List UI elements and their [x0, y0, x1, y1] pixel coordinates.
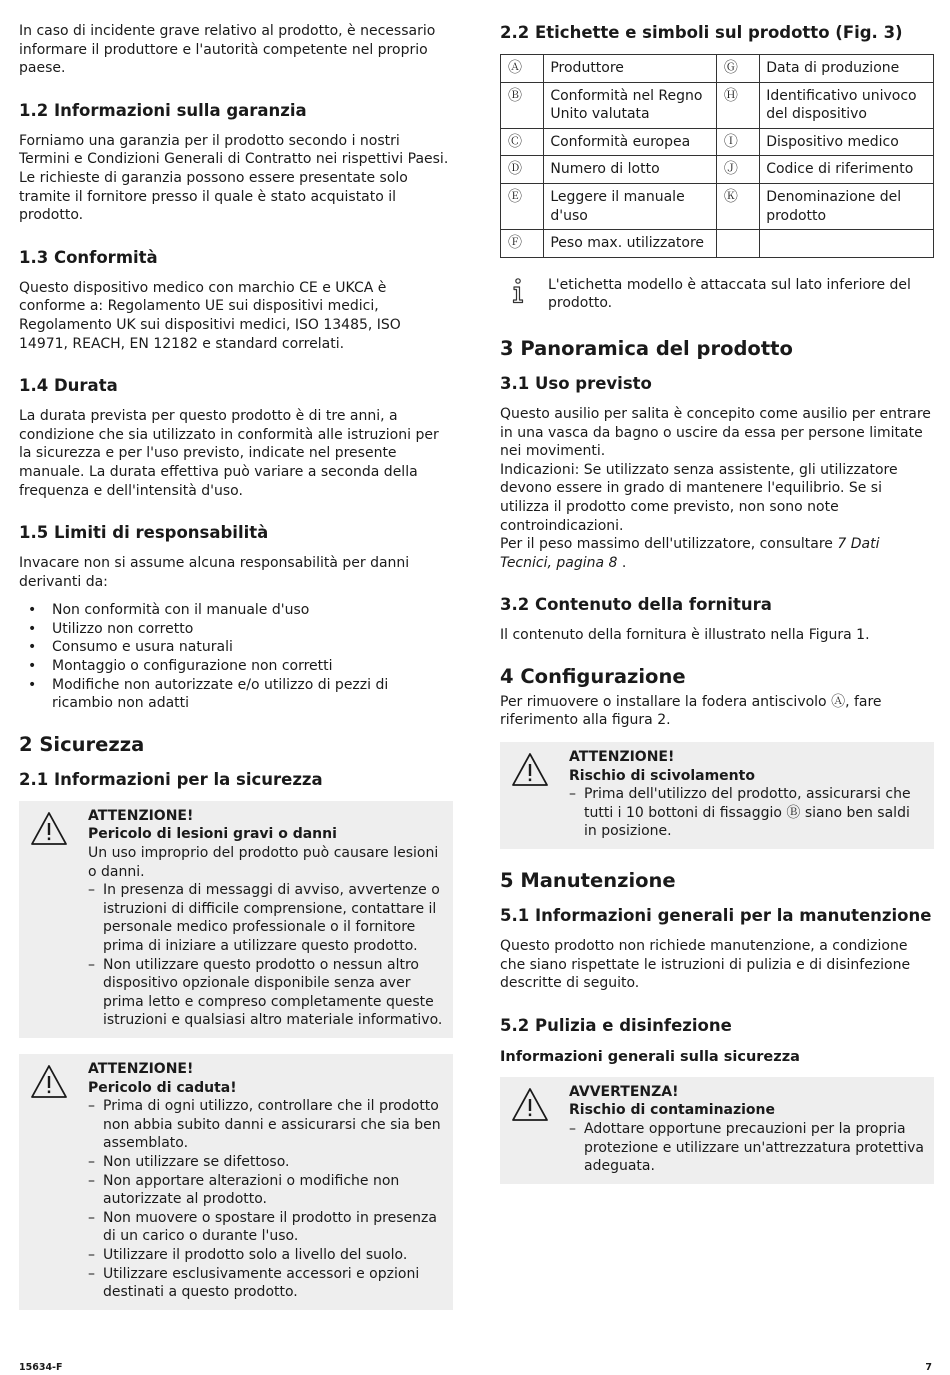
- symbol-meaning: Conformità nel Regno Unito valutata: [544, 82, 717, 128]
- warning-label: ATTENZIONE!: [88, 807, 194, 824]
- liability-paragraph: Invacare non si assume alcuna responsabilità per danni derivanti da:: [19, 555, 410, 590]
- list-item: – Non apportare alterazioni o modifiche non autorizzate al prodotto.: [88, 1172, 445, 1209]
- symbol-meaning: Denominazione del prodotto: [760, 183, 934, 229]
- list-item: – In presenza di messaggi di avviso, avvertenze o istruzioni di difficile comprensione, contattare il personale medico professionale o il fornitore prima di iniziare a utilizzare questo prodotto.: [88, 881, 445, 955]
- warning-list: [88, 881, 445, 1030]
- warning-triangle-icon: [511, 1087, 549, 1123]
- maintenance-paragraph: Questo prodotto non richiede manutenzione, a condizione che siano rispettate le istruzioni di pulizia e di disinfezione descritte di seguito.: [500, 938, 911, 992]
- max-weight-paragraph: [500, 535, 934, 572]
- symbol-meaning: Produttore: [544, 55, 717, 83]
- warning-triangle-icon: [30, 1064, 68, 1100]
- table-row: [501, 128, 934, 156]
- symbol-meaning: [760, 230, 934, 258]
- indications-paragraph: Indicazioni: Se utilizzato senza assistente, gli utilizzatore devono essere in grado di mantenere l'equilibrio. Se si utilizza il prodotto come previsto, non sono note controindicazioni.: [500, 461, 898, 534]
- list-item: – Prima dell'utilizzo del prodotto, assicurarsi che tutti i 10 bottoni di fissaggio Ⓑ siano ben saldi in posizione.: [569, 785, 926, 841]
- symbol-key: Ⓙ: [716, 156, 759, 184]
- heading-3-2: 3.2 Contenuto della fornitura: [500, 595, 772, 615]
- symbol-key: Ⓔ: [501, 183, 544, 229]
- heading-1-2: 1.2 Informazioni sulla garanzia: [19, 100, 307, 120]
- heading-5: 5 Manutenzione: [500, 869, 676, 893]
- symbol-meaning: Leggere il manuale d'uso: [544, 183, 717, 229]
- symbol-meaning: Data di produzione: [760, 55, 934, 83]
- list-item: – Adottare opportune precauzioni per la propria protezione e utilizzare un'attrezzatura protettiva adeguata.: [569, 1120, 926, 1176]
- duration-paragraph: La durata prevista per questo prodotto è di tre anni, a condizione che sia utilizzato in conformità alle istruzioni per la sicurezza e per l'uso previsto, indicate nel presente manuale. La durata effettiva può variare a seconda della frequenza e dell'intensità d'uso.: [19, 408, 439, 499]
- heading-1-3: 1.3 Conformità: [19, 247, 158, 267]
- heading-1-4: 1.4 Durata: [19, 376, 118, 396]
- symbol-key: Ⓒ: [501, 128, 544, 156]
- symbol-meaning: Dispositivo medico: [760, 128, 934, 156]
- max-weight-text: Per il peso massimo dell'utilizzatore, consultare: [500, 536, 838, 553]
- list-item: • Consumo e usura naturali: [19, 638, 453, 657]
- footer-page-number: 7: [925, 1362, 932, 1373]
- list-item: – Prima di ogni utilizzo, controllare che il prodotto non abbia subito danni e assicurarsi che sia ben assemblato.: [88, 1097, 445, 1153]
- symbol-meaning: Codice di riferimento: [760, 156, 934, 184]
- left-column: [19, 22, 453, 1310]
- symbols-table: [500, 54, 934, 258]
- warning-label: ATTENZIONE!: [88, 1060, 194, 1077]
- symbol-key: [716, 230, 759, 258]
- heading-3: 3 Panoramica del prodotto: [500, 336, 793, 360]
- heading-2: 2 Sicurezza: [19, 732, 145, 756]
- heading-5-2: 5.2 Pulizia e disinfezione: [500, 1015, 732, 1035]
- warning-label: AVVERTENZA!: [569, 1083, 679, 1100]
- symbol-meaning: Identificativo univoco del dispositivo: [760, 82, 934, 128]
- info-note: [500, 276, 934, 313]
- warning-heading: Pericolo di lesioni gravi o danni: [88, 826, 337, 843]
- warning-text: Un uso improprio del prodotto può causare lesioni o danni.: [88, 845, 439, 880]
- list-item: – Non muovere o spostare il prodotto in presenza di un carico o durante l'uso.: [88, 1209, 445, 1246]
- warning-heading: Rischio di contaminazione: [569, 1102, 776, 1119]
- heading-2-1: 2.1 Informazioni per la sicurezza: [19, 769, 323, 789]
- technical-data-link[interactable]: 7 Dati Tecnici, pagina 8: [500, 536, 880, 571]
- table-row: [501, 230, 934, 258]
- symbol-key: Ⓕ: [501, 230, 544, 258]
- table-row: [501, 183, 934, 229]
- heading-1-5: 1.5 Limiti di responsabilità: [19, 523, 269, 543]
- symbol-meaning: Peso max. utilizzatore: [544, 230, 717, 258]
- warning-list: [569, 785, 926, 841]
- symbol-meaning: Conformità europea: [544, 128, 717, 156]
- symbol-key: Ⓗ: [716, 82, 759, 128]
- note-text: L'etichetta modello è attaccata sul lato inferiore del prodotto.: [548, 276, 911, 312]
- symbol-key: Ⓚ: [716, 183, 759, 229]
- list-item: – Non utilizzare se difettoso.: [88, 1153, 445, 1172]
- warning-box-fall: [19, 1054, 453, 1310]
- conformity-paragraph: Questo dispositivo medico con marchio CE e UKCA è conforme a: Regolamento UE sui dispositivi medici, Regolamento UK sui dispositivi medici, ISO 13485, ISO 14971, REACH, EN 12182 e standard correlati.: [19, 279, 401, 352]
- heading-4: 4 Configurazione: [500, 664, 686, 688]
- list-item: • Montaggio o configurazione non corretti: [19, 657, 453, 676]
- symbol-key: Ⓐ: [501, 55, 544, 83]
- symbol-key: Ⓘ: [716, 128, 759, 156]
- list-item: – Utilizzare il prodotto solo a livello del suolo.: [88, 1246, 445, 1265]
- symbol-key: Ⓖ: [716, 55, 759, 83]
- warning-box-contamination: [500, 1077, 934, 1184]
- info-icon: [510, 278, 526, 304]
- max-weight-end: .: [617, 554, 627, 571]
- intro-paragraph: In caso di incidente grave relativo al prodotto, è necessario informare il produttore e l'autorità competente nel proprio paese.: [19, 23, 436, 77]
- warning-heading: Pericolo di caduta!: [88, 1079, 237, 1096]
- heading-2-2: 2.2 Etichette e simboli sul prodotto (Fig. 3): [500, 23, 903, 42]
- warning-list: [569, 1120, 926, 1176]
- list-item: • Utilizzo non corretto: [19, 620, 453, 639]
- heading-5-1: 5.1 Informazioni generali per la manutenzione: [500, 906, 932, 926]
- symbol-key: Ⓓ: [501, 156, 544, 184]
- warning-label: ATTENZIONE!: [569, 749, 675, 766]
- configuration-paragraph: Per rimuovere o installare la fodera antiscivolo Ⓐ, fare riferimento alla figura 2.: [500, 693, 882, 729]
- symbol-key: Ⓑ: [501, 82, 544, 128]
- liability-list: [19, 601, 453, 713]
- table-row: [501, 55, 934, 83]
- intended-use-paragraph: Questo ausilio per salita è concepito come ausilio per entrare in una vasca da bagno o uscire da essa per persone limitate nei movimenti.: [500, 405, 931, 460]
- heading-3-1: 3.1 Uso previsto: [500, 373, 652, 393]
- list-item: – Utilizzare esclusivamente accessori e opzioni destinati a questo prodotto.: [88, 1265, 445, 1302]
- warning-list: [88, 1097, 445, 1302]
- list-item: • Modifiche non autorizzate e/o utilizzo di pezzi di ricambio non adatti: [19, 676, 453, 713]
- warning-box-slip: [500, 742, 934, 849]
- right-column: [500, 22, 934, 1184]
- warranty-paragraph: Forniamo una garanzia per il prodotto secondo i nostri Termini e Condizioni Generali di Contratto nei rispettivi Paesi. Le richieste di garanzia possono essere presentate solo tramite il fornitore presso il quale è stato acquistato il prodotto.: [19, 132, 449, 224]
- warning-triangle-icon: [30, 811, 68, 847]
- footer-doc-code: 15634-F: [19, 1362, 63, 1373]
- warning-heading: Rischio di scivolamento: [569, 767, 755, 784]
- table-row: [501, 82, 934, 128]
- list-item: – Non utilizzare questo prodotto o nessun altro dispositivo opzionale disponibile senza aver prima letto e compreso completamente queste istruzioni e qualsiasi altro materiale informativo.: [88, 956, 445, 1030]
- delivery-paragraph: Il contenuto della fornitura è illustrato nella Figura 1.: [500, 627, 870, 644]
- table-row: [501, 156, 934, 184]
- list-item: • Non conformità con il manuale d'uso: [19, 601, 453, 620]
- warning-triangle-icon: [511, 752, 549, 788]
- subheading-safety: Informazioni generali sulla sicurezza: [500, 1048, 800, 1065]
- symbol-meaning: Numero di lotto: [544, 156, 717, 184]
- warning-box-injury: [19, 801, 453, 1038]
